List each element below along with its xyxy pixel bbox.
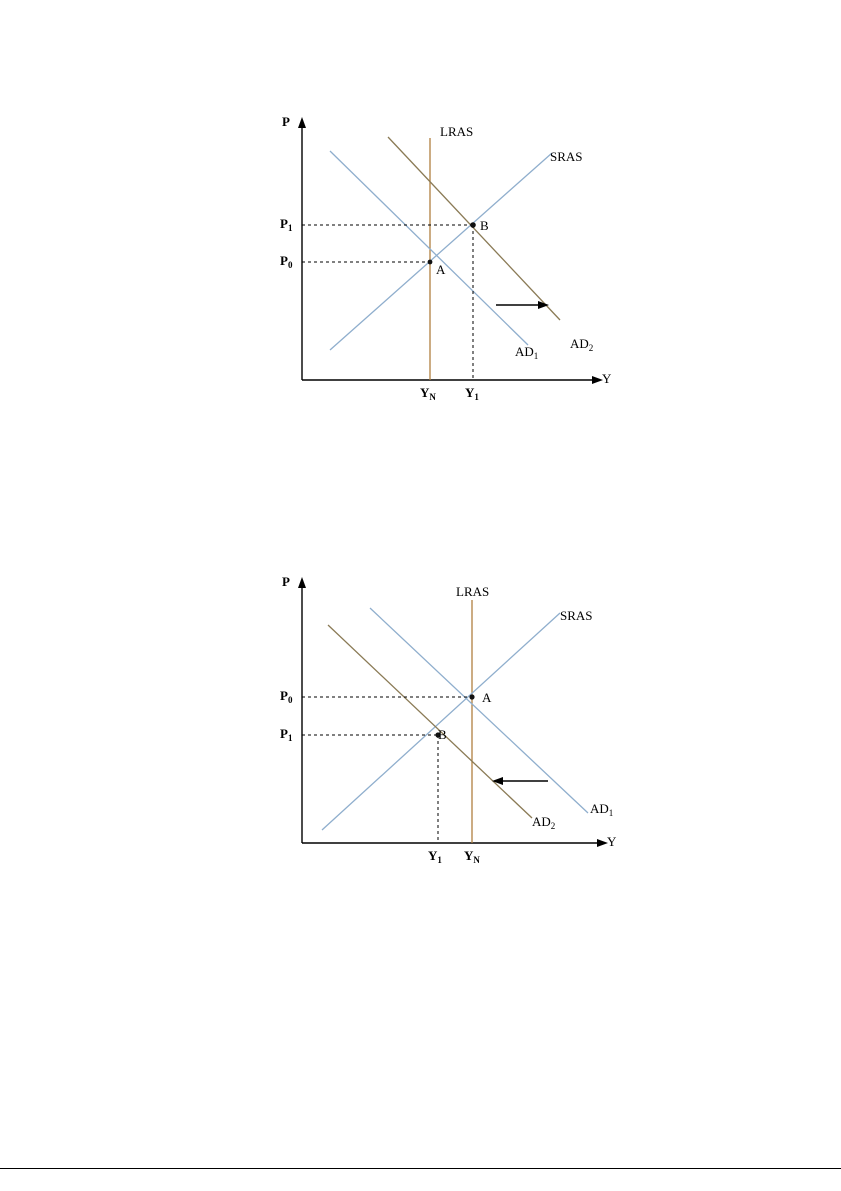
figure2-point-a-label: A	[482, 690, 492, 705]
curve-ad2	[328, 625, 532, 818]
figure2-ad2-label: $AD_2$	[532, 814, 556, 831]
point-a-marker	[428, 260, 433, 265]
figure1-output-tick-yn: $Y_N$	[420, 385, 436, 402]
figure1-sras-label: SRAS	[550, 149, 583, 164]
figure1-ad2-label: $AD_2$	[570, 336, 594, 353]
figure1-price-tick-p1: $P_1$	[280, 216, 293, 233]
figure2-output-tick-yn: $Y_N$	[464, 848, 480, 865]
figure2-output-tick-y1: $Y_1$	[428, 848, 442, 865]
figure1-point-b-label: B	[480, 218, 489, 233]
figure1-output-tick-y1: $Y_1$	[465, 385, 479, 402]
shift-arrow-left	[492, 777, 548, 785]
curve-ad1	[370, 608, 588, 813]
point-b-marker	[470, 222, 476, 228]
figure1-point-a-label: A	[436, 262, 446, 277]
figure-ad-shift-right	[260, 105, 660, 405]
figure2-y-axis-label: P	[282, 574, 290, 589]
figure2-ad1-label: $AD_1$	[590, 801, 614, 818]
figure2-price-tick-p0: $P_0$	[280, 688, 293, 705]
figure2-point-b-label: B	[438, 727, 447, 742]
guide-lines	[302, 225, 473, 380]
curve-sras	[330, 153, 552, 350]
figure-ad-shift-left	[260, 565, 660, 875]
figure1-x-axis-label: Y	[602, 371, 612, 386]
figure2-sras-label: SRAS	[560, 608, 593, 623]
page-bottom-rule	[0, 1168, 841, 1169]
figure2-price-tick-p1: $P_1$	[280, 726, 293, 743]
figure1-lras-label: LRAS	[440, 124, 474, 139]
point-a-marker	[469, 694, 474, 699]
figure2-lras-label: LRAS	[456, 584, 490, 599]
curve-sras	[322, 613, 560, 830]
shift-arrow-right	[496, 301, 549, 309]
figure2-x-axis-label: Y	[607, 834, 617, 849]
figure1-price-tick-p0: $P_0$	[280, 253, 293, 270]
figure1-y-axis-label: P	[282, 114, 290, 129]
figure1-ad1-label: $AD_1$	[515, 344, 539, 361]
